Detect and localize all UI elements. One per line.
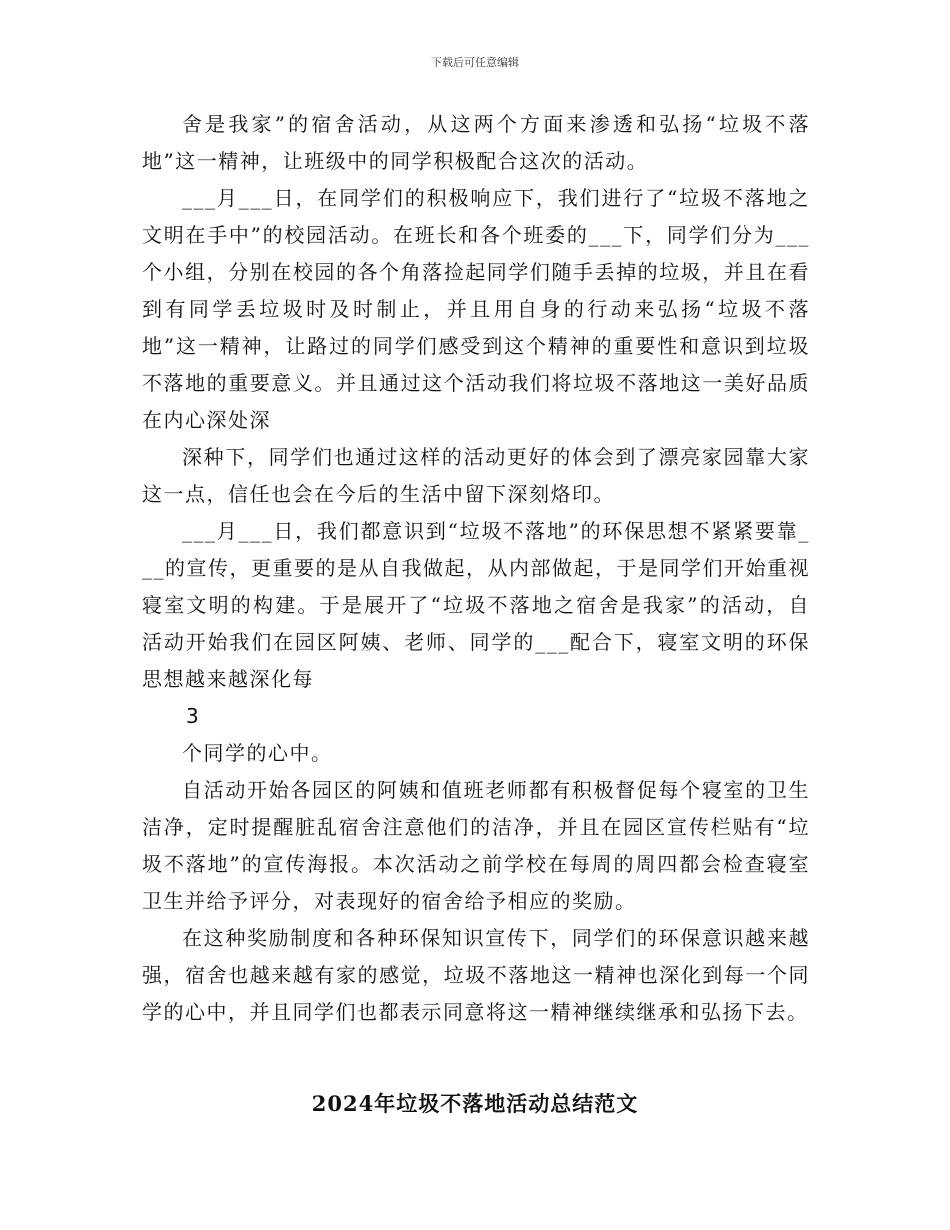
header-note: 下载后可任意编辑	[431, 56, 519, 69]
document-body	[142, 106, 810, 1031]
document-title: 2024年垃圾不落地活动总结范文	[311, 1091, 639, 1116]
paragraph-4: ___月___日，我们都意识到“垃圾不落地”的环保思想不紧紧要靠___的宣传，更重要的是从自我做起，从内部做起，于是同学们开始重视寝室文明的构建。于是展开了“垃圾不落地之宿舍是我家”的活动，自活动开始我们在园区阿姨、老师、同学的___配合下，寝室文明的环保思想越来越深化每	[142, 519, 810, 691]
paragraph-7: 在这种奖励制度和各种环保知识宣传下，同学们的环保意识越来越强，宿舍也越来越有家的感觉，垃圾不落地这一精神也深化到每一个同学的心中，并且同学们也都表示同意将这一精神继续继承和弘扬下去。	[142, 926, 810, 1024]
paragraph-2: ___月___日，在同学们的积极响应下，我们进行了“垃圾不落地之文明在手中”的校园活动。在班长和各个班委的___下，同学们分为___个小组，分别在校园的各个角落捡起同学们随手丢掉的垃圾，并且在看到有同学丢垃圾时及时制止，并且用自身的行动来弘扬“垃圾不落地”这一精神，让路过的同学们感受到这个精神的重要性和意识到垃圾不落地的重要意义。并且通过这个活动我们将垃圾不落地这一美好品质在内心深处深	[142, 186, 810, 432]
paragraph-3: 深种下，同学们也通过这样的活动更好的体会到了漂亮家园靠大家这一点，信任也会在今后的生活中留下深刻烙印。	[142, 445, 810, 506]
paragraph-1: 舍是我家”的宿舍活动，从这两个方面来渗透和弘扬“垃圾不落地”这一精神，让班级中的同学积极配合这次的活动。	[142, 112, 810, 173]
paragraph-6: 自活动开始各园区的阿姨和值班老师都有积极督促每个寝室的卫生洁净，定时提醒脏乱宿舍注意他们的洁净，并且在园区宣传栏贴有“垃圾不落地”的宣传海报。本次活动之前学校在每周的周四都会检查寝室卫生并给予评分，对表现好的宿舍给予相应的奖励。	[142, 778, 810, 913]
paragraph-5: 个同学的心中。	[182, 741, 333, 765]
page-number: 3	[186, 704, 199, 728]
